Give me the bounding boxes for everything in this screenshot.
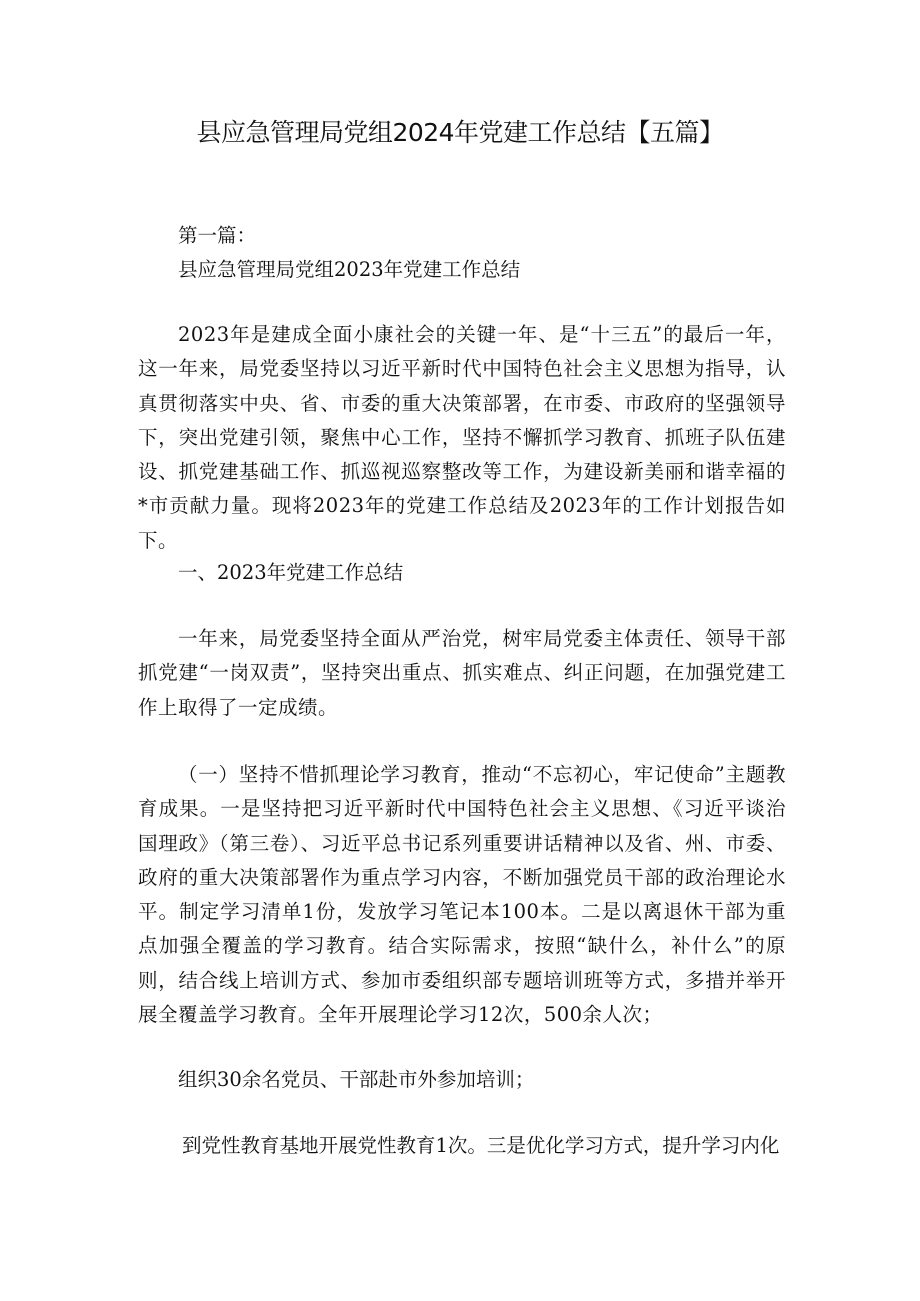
document-subtitle: 县应急管理局党组2023年党建工作总结 <box>178 258 521 281</box>
section-heading: 一、2023年党建工作总结 <box>178 561 404 584</box>
paragraph-training: 组织30余名党员、干部赴市外参加培训； <box>178 1068 535 1091</box>
paragraph-continued: 到党性教育基地开展党性教育1次。三是优化学习方式，提升学习内化 <box>182 1134 780 1157</box>
paragraph-intro: 2023年是建成全面小康社会的关键一年、是“十三五”的最后一年，这一年来，局党委坚持以习近平新时代中国特色社会主义思想为指导，认真贯彻落实中央、省、市委的重大决策部署，在市委、市政府的坚强领导下，突出党建引领，聚焦中心工作，坚持不懈抓学习教育、抓班子队伍建设、抓党建基础工作、抓巡视巡察整改等工作，为建设新美丽和谐幸福的*市贡献力量。现将2023年的党建工作总结及2023年的工作计划报告如下。 <box>138 323 786 552</box>
paragraph-summary: 一年来，局党委坚持全面从严治党，树牢局党委主体责任、领导干部抓党建“一岗双责”，坚持突出重点、抓实难点、纠正问题，在加强党建工作上取得了一定成绩。 <box>138 627 786 719</box>
paragraph-item-1: （一）坚持不惜抓理论学习教育，推动“不忘初心，牢记使命”主题教育成果。一是坚持把习近平新时代中国特色社会主义思想、《习近平谈治国理政》（第三卷）、习近平总书记系列重要讲话精神以及省、州、市委、政府的重大决策部署作为重点学习内容，不断加强党员干部的政治理论水平。制定学习清单1份，发放学习笔记本100本。二是以离退休干部为重点加强全覆盖的学习教育。结合实际需求，按照“缺什么，补什么”的原则，结合线上培训方式、参加市委组织部专题培训班等方式，多措并举开展全覆盖学习教育。全年开展理论学习12次，500余人次； <box>138 763 786 1027</box>
part-label: 第一篇： <box>178 224 257 247</box>
document-title: 县应急管理局党组2024年党建工作总结【五篇】 <box>196 118 724 147</box>
